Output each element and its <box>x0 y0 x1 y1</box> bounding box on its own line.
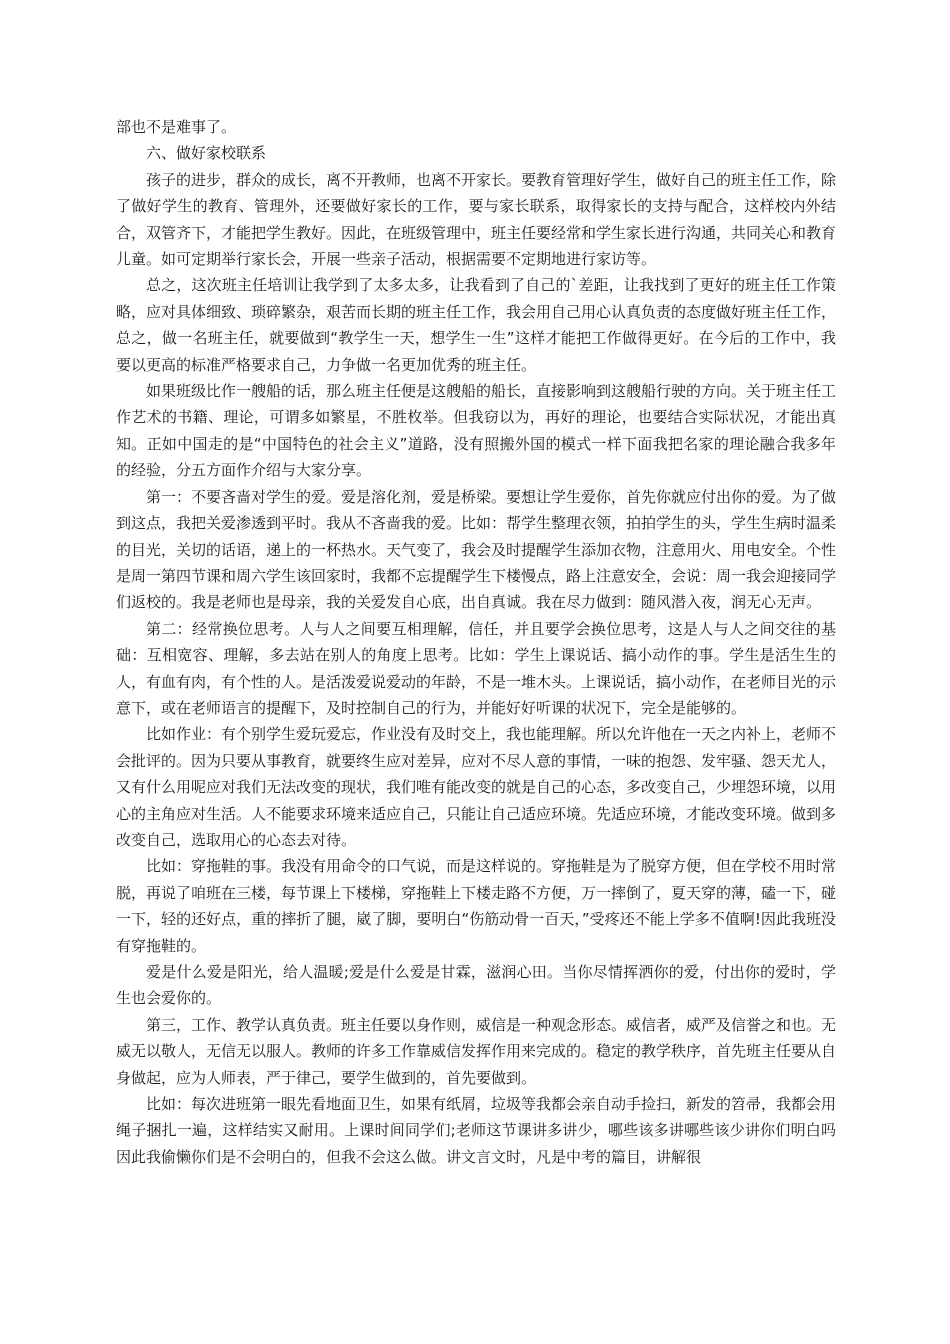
paragraph-homework-example: 比如作业：有个别学生爱玩爱忘，作业没有及时交上，我也能理解。所以允许他在一天之内补上，老师不会批评的。因为只要从事教育，就要终生应对差异，应对不尽人意的事情，一味的抱怨、发牢骚、怨天尤人，又有什么用呢应对我们无法改变的现状，我们唯有能改变的就是自己的心态，多改变自己，少埋怨环境，以用心的主角应对生活。人不能要求环境来适应自己，只能让自己适应环境。先适应环境，才能改变环境。做到多改变自己，选取用心的心态去对待。 <box>116 725 837 849</box>
paragraph-classroom-example: 比如：每次进班第一眼先看地面卫生，如果有纸屑，垃圾等我都会亲自动手捡扫，新发的笤帚，我都会用绳子捆扎一遍，这样结实又耐用。上课时间同学们;老师这节课讲多讲少，哪些该多讲哪些该少讲你们明白吗因此我偷懒你们是不会明白的，但我不会这么做。讲文言文时，凡是中考的篇目，讲解很 <box>116 1095 837 1166</box>
document-body <box>116 114 836 1170</box>
paragraph-summary: 总之，这次班主任培训让我学到了太多太多，让我看到了自己的`差距，让我找到了更好的班主任工作策略，应对具体细致、琐碎繁杂，艰苦而长期的班主任工作，我会用自己用心认真负责的态度做好班主任工作，总之，做一名班主任，就要做到“教学生一天，想学生一生”这样才能把工作做得更好。在今后的工作中，我要以更高的标准严格要求自己，力争做一名更加优秀的班主任。 <box>116 276 837 374</box>
paragraph-class-as-ship: 如果班级比作一艘船的话，那么班主任便是这艘船的船长，直接影响到这艘船行驶的方向。关于班主任工作艺术的书籍、理论，可谓多如繁星，不胜枚举。但我窃以为，再好的理论，也要结合实际状况，才能出真知。正如中国走的是“中国特色的社会主义”道路，没有照搬外国的模式一样下面我把名家的理论融合我多年的经验，分五方面作介绍与大家分享。 <box>116 382 837 480</box>
paragraph-home-school: 孩子的进步，群众的成长，离不开教师，也离不开家长。要教育管理好学生，做好自己的班主任工作，除了做好学生的教育、管理外，还要做好家长的工作，要与家长联系，取得家长的支持与配合，这样校内外结合，双管齐下，才能把学生教好。因此，在班级管理中，班主任要经常和学生家长进行沟通，共同关心和教育儿童。如可定期举行家长会，开展一些亲子活动，根据需要不定期地进行家访等。 <box>116 170 837 269</box>
paragraph-love-sunshine: 爱是什么爱是阳光，给人温暖;爱是什么爱是甘霖，滋润心田。当你尽情挥洒你的爱，付出你的爱时，学生也会爱你的。 <box>116 963 836 1008</box>
paragraph-continuation: 部也不是难事了。 <box>116 118 237 136</box>
paragraph-first-love: 第一：不要吝啬对学生的爱。爱是溶化剂，爱是桥梁。要想让学生爱你，首先你就应付出你的爱。为了做到这点，我把关爱渗透到平时。我从不吝啬我的爱。比如：帮学生整理衣领，拍拍学生的头，学生生病时温柔的目光，关切的话语，递上的一杯热水。天气变了，我会及时提醒学生添加衣物，注意用火、用电安全。个性是周一第四节课和周六学生该回家时，我都不忘提醒学生下楼慢点，路上注意安全，会说：周一我会迎接同学们返校的。我是老师也是母亲，我的关爱发自心底，出自真诚。我在尽力做到：随风潜入夜，润无心无声。 <box>116 487 837 612</box>
section-heading-home-school-contact: 六、做好家校联系 <box>146 144 267 163</box>
paragraph-third-responsibility: 第三，工作、教学认真负责。班主任要以身作则，威信是一种观念形态。威信者，威严及信誉之和也。无威无以敬人，无信无以服人。教师的许多工作靠威信发挥作用来完成的。稳定的教学秩序，首先班主任要从自身做起，应为人师表，严于律己，要学生做到的，首先要做到。 <box>116 1015 837 1087</box>
paragraph-second-empathy: 第二：经常换位思考。人与人之间要互相理解，信任，并且要学会换位思考，这是人与人之间交往的基础：互相宽容、理解，多去站在别人的角度上思考。比如：学生上课说话、搞小动作的事。学生是活生生的人，有血有肉，有个性的人。是活泼爱说爱动的年龄，不是一堆木头。上课说话，搞小动作，在老师目光的示意下，或在老师语言的提醒下，及时控制自己的行为，并能好好听课的状况下，完全是能够的。 <box>116 619 837 717</box>
paragraph-slippers-example: 比如：穿拖鞋的事。我没有用命令的口气说，而是这样说的。穿拖鞋是为了脱穿方便，但在学校不用时常脱，再说了咱班在三楼，每节课上下楼梯，穿拖鞋上下楼走路不方便，万一摔倒了，夏天穿的薄，磕一下，碰一下，轻的还好点，重的摔折了腿，崴了脚，要明白“伤筋动骨一百天，”受疼还不能上学多不值啊!因此我班没有穿拖鞋的。 <box>116 857 837 955</box>
